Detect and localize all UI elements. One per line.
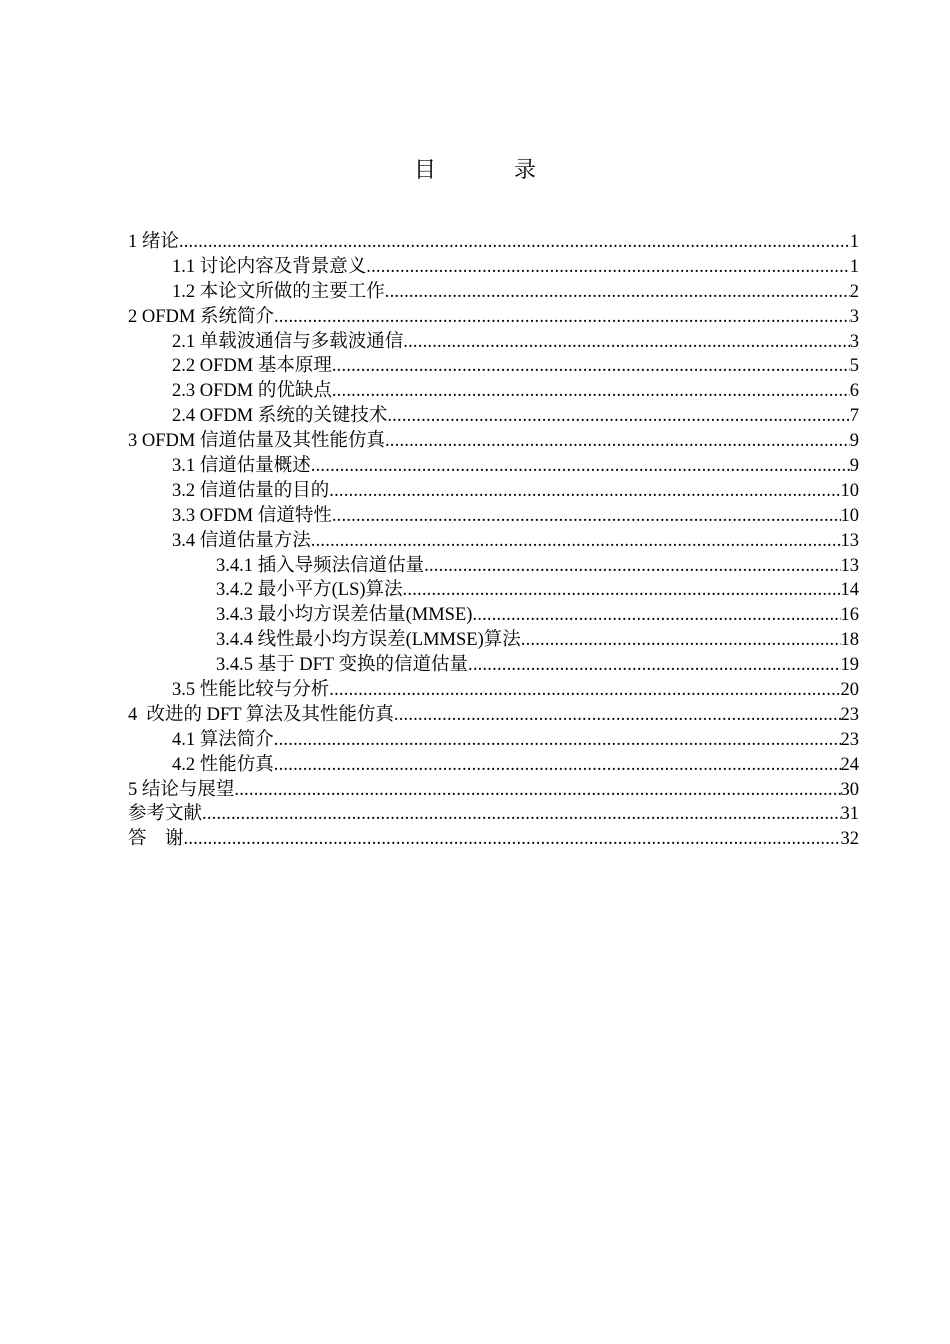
toc-entry-label: 4.2 性能仿真 <box>172 754 274 775</box>
toc-entry-page: 9 <box>849 431 859 452</box>
toc-entry-label: 2.2 OFDM 基本原理 <box>172 356 332 377</box>
toc-entry-page: 10 <box>840 480 859 501</box>
toc-entry <box>128 330 859 355</box>
toc-entry <box>128 728 859 753</box>
toc-entry-page: 5 <box>849 356 859 377</box>
toc-entry <box>128 703 859 728</box>
toc-leader-dots <box>521 628 841 653</box>
toc-leader-dots <box>472 603 840 628</box>
toc-entry-page: 2 <box>849 281 859 302</box>
toc-leader-dots <box>179 230 850 255</box>
toc-entry <box>128 628 859 653</box>
toc-entry-page: 13 <box>840 555 859 576</box>
toc-leader-dots <box>468 653 841 678</box>
toc-leader-dots <box>332 379 850 404</box>
toc-entry-page: 23 <box>840 729 859 750</box>
toc-entry <box>128 827 859 852</box>
toc-entry-label: 2.3 OFDM 的优缺点 <box>172 381 332 402</box>
toc-leader-dots <box>311 529 841 554</box>
toc-entry-page: 7 <box>849 406 859 427</box>
toc-entry <box>128 404 859 429</box>
toc-entry-label: 3.3 OFDM 信道特性 <box>172 505 332 526</box>
toc-entry-page: 31 <box>840 804 859 825</box>
toc-entry-label: 参考文献 <box>128 804 203 825</box>
toc-entry-page: 3 <box>849 306 859 327</box>
toc-entry <box>128 578 859 603</box>
toc-entry-page: 20 <box>840 680 859 701</box>
toc-entry-page: 9 <box>849 456 859 477</box>
toc-entry-page: 23 <box>840 704 859 725</box>
toc-entry <box>128 230 859 255</box>
toc-entry-page: 14 <box>840 580 859 601</box>
toc-entry-label: 3.4 信道估量方法 <box>172 530 311 551</box>
toc-leader-dots <box>202 802 840 827</box>
toc-entry-page: 30 <box>840 779 859 800</box>
toc-leader-dots <box>385 429 850 454</box>
toc-entry-label: 答 谢 <box>128 829 184 850</box>
toc-entry-page: 3 <box>849 331 859 352</box>
toc-title: 目 录 <box>413 158 564 183</box>
toc-leader-dots <box>184 827 841 852</box>
toc-entry-label: 1 绪论 <box>128 232 179 252</box>
toc-entry-page: 10 <box>840 505 859 526</box>
toc-entry-label: 2.1 单载波通信与多载波通信 <box>172 331 404 352</box>
toc-entry <box>128 529 859 554</box>
toc-entry <box>128 255 859 280</box>
toc-leader-dots <box>274 728 841 753</box>
toc-entry-page: 1 <box>849 232 859 252</box>
toc-entry-label: 4.1 算法简介 <box>172 729 274 750</box>
toc-entry <box>128 429 859 454</box>
toc-entry-page: 18 <box>840 630 859 651</box>
toc-entry-page: 16 <box>840 605 859 626</box>
toc-entry-label: 5 结论与展望 <box>128 779 235 800</box>
toc-leader-dots <box>274 305 850 330</box>
toc-entry-page: 1 <box>849 256 859 277</box>
toc-leader-dots <box>311 454 850 479</box>
toc-leader-dots <box>234 778 840 803</box>
toc-entry-label: 3 OFDM 信道估量及其性能仿真 <box>128 431 385 452</box>
toc-leader-dots <box>329 678 840 703</box>
toc-entry <box>128 479 859 504</box>
toc-list <box>128 230 859 852</box>
toc-entry-label: 3.5 性能比较与分析 <box>172 680 330 701</box>
toc-entry-label: 3.4.3 最小均方误差估量(MMSE) <box>216 605 473 626</box>
toc-entry-label: 4 改进的 DFT 算法及其性能仿真 <box>128 704 394 725</box>
toc-leader-dots <box>332 354 850 379</box>
toc-entry-page: 24 <box>840 754 859 775</box>
toc-entry-page: 19 <box>840 655 859 676</box>
toc-leader-dots <box>403 330 849 355</box>
toc-entry <box>128 753 859 778</box>
toc-leader-dots <box>385 280 850 305</box>
toc-leader-dots <box>394 703 841 728</box>
toc-entry-label: 1.1 讨论内容及背景意义 <box>172 256 367 277</box>
toc-entry <box>128 653 859 678</box>
toc-entry <box>128 454 859 479</box>
toc-leader-dots <box>329 479 840 504</box>
toc-entry <box>128 379 859 404</box>
toc-entry-page: 32 <box>840 829 859 850</box>
toc-leader-dots <box>274 753 841 778</box>
toc-entry <box>128 504 859 529</box>
toc-entry-page: 6 <box>849 381 859 402</box>
toc-leader-dots <box>332 504 841 529</box>
toc-entry-page: 13 <box>840 530 859 551</box>
toc-entry-label: 2 OFDM 系统简介 <box>128 306 274 327</box>
toc-entry <box>128 354 859 379</box>
toc-leader-dots <box>387 404 849 429</box>
toc-entry-label: 3.2 信道估量的目的 <box>172 480 330 501</box>
toc-entry <box>128 280 859 305</box>
toc-leader-dots <box>366 255 849 280</box>
toc-entry-label: 3.4.1 插入导频法信道估量 <box>216 555 425 576</box>
toc-entry-label: 3.4.5 基于 DFT 变换的信道估量 <box>216 655 468 676</box>
toc-entry <box>128 305 859 330</box>
toc-entry-label: 2.4 OFDM 系统的关键技术 <box>172 406 388 427</box>
toc-entry <box>128 778 859 803</box>
toc-entry <box>128 802 859 827</box>
toc-entry <box>128 603 859 628</box>
toc-entry <box>128 554 859 579</box>
toc-leader-dots <box>424 554 840 579</box>
toc-leader-dots <box>403 578 841 603</box>
toc-entry-label: 3.4.4 线性最小均方误差(LMMSE)算法 <box>216 630 521 651</box>
toc-entry-label: 3.4.2 最小平方(LS)算法 <box>216 580 403 601</box>
toc-entry <box>128 678 859 703</box>
toc-entry-label: 1.2 本论文所做的主要工作 <box>172 281 385 302</box>
toc-entry-label: 3.1 信道估量概述 <box>172 456 311 477</box>
